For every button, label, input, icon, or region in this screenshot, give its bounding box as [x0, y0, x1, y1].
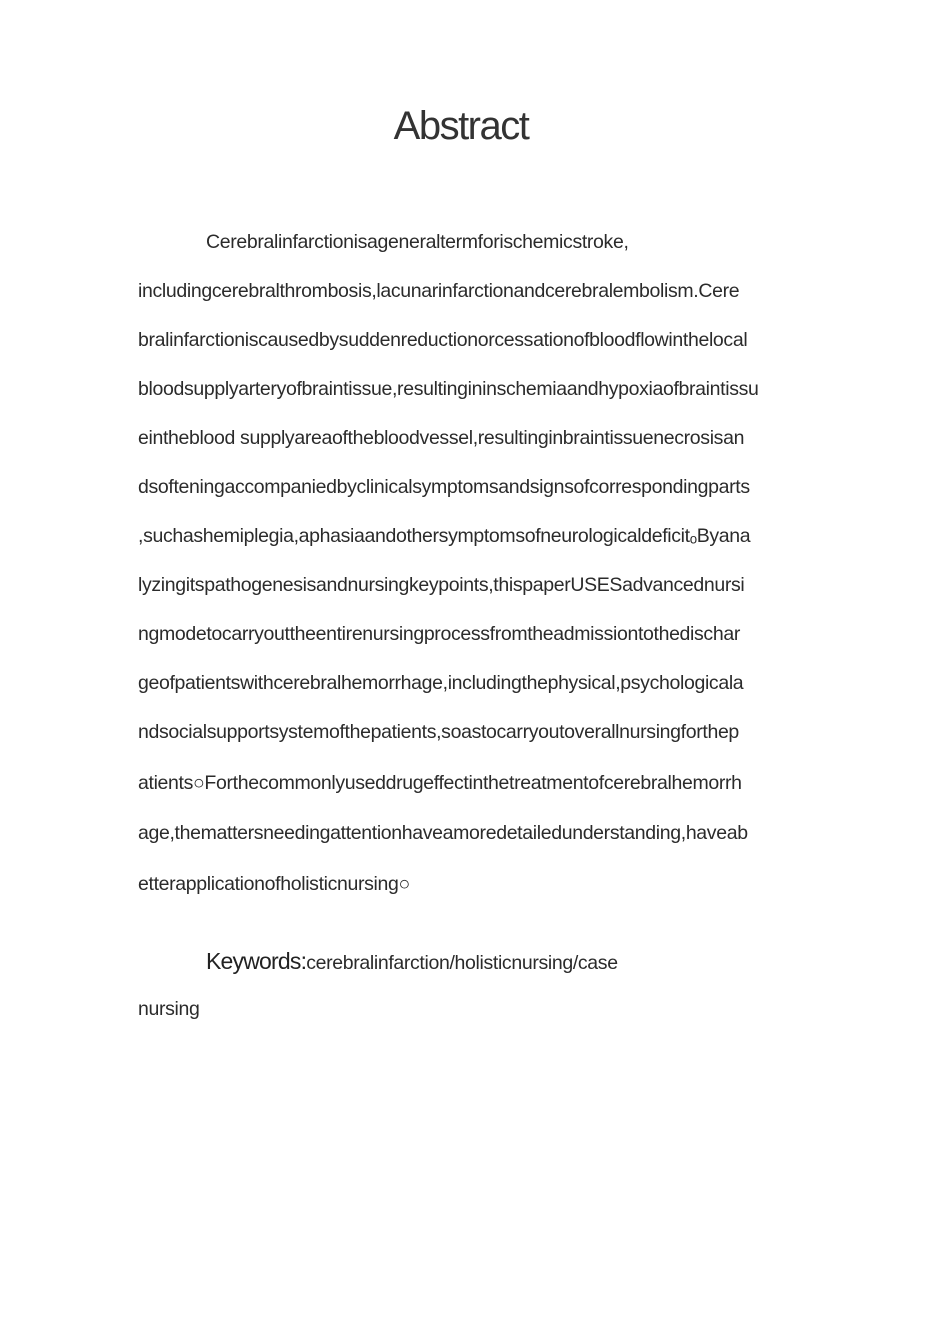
abstract-line: ndsocialsupportsystemofthepatients,soastocarryoutoverallnursingforthep [138, 721, 739, 743]
abstract-line: age,themattersneedingattentionhaveamoredetailedunderstanding,haveab [138, 822, 748, 844]
keywords-continuation: nursing [138, 998, 200, 1020]
abstract-line: atients○Forthecommonlyuseddrugeffectinthetreatmentofcerebralhemorrh [138, 772, 742, 794]
abstract-line: etterapplicationofholisticnursing○ [138, 873, 410, 895]
abstract-line: includingcerebralthrombosis,lacunarinfarctionandcerebralembolism.Cere [138, 280, 740, 302]
abstract-line: bralinfarctioniscausedbysuddenreductionorcessationofbloodflowinthelocal [138, 329, 748, 351]
abstract-line: ,suchashemiplegia,aphasiaandothersymptomsofneurologicaldeficitₒByana [138, 525, 751, 547]
page-title: Abstract [393, 104, 529, 148]
keywords-text: cerebralinfarction/holisticnursing/case [306, 952, 618, 974]
abstract-line: geofpatientswithcerebralhemorrhage,includingthephysical,psychologicala [138, 672, 744, 694]
abstract-line: ngmodetocarryouttheentirenursingprocessfromtheadmissiontothedischar [138, 623, 740, 645]
abstract-line: eintheblood supplyareaofthebloodvessel,resultinginbraintissuenecrosisan [138, 427, 745, 449]
abstract-line: Cerebralinfarctionisageneraltermforischemicstroke, [206, 231, 629, 253]
abstract-line: bloodsupplyarteryofbraintissue,resultingininschemiaandhypoxiaofbraintissu [138, 378, 759, 400]
keywords-label: Keywords: [206, 948, 307, 974]
abstract-line: dsofteningaccompaniedbyclinicalsymptomsandsignsofcorrespondingparts [138, 476, 750, 498]
abstract-line: lyzingitspathogenesisandnursingkeypoints,thispaperUSESadvancednursi [138, 574, 745, 596]
keywords-line [206, 948, 618, 975]
